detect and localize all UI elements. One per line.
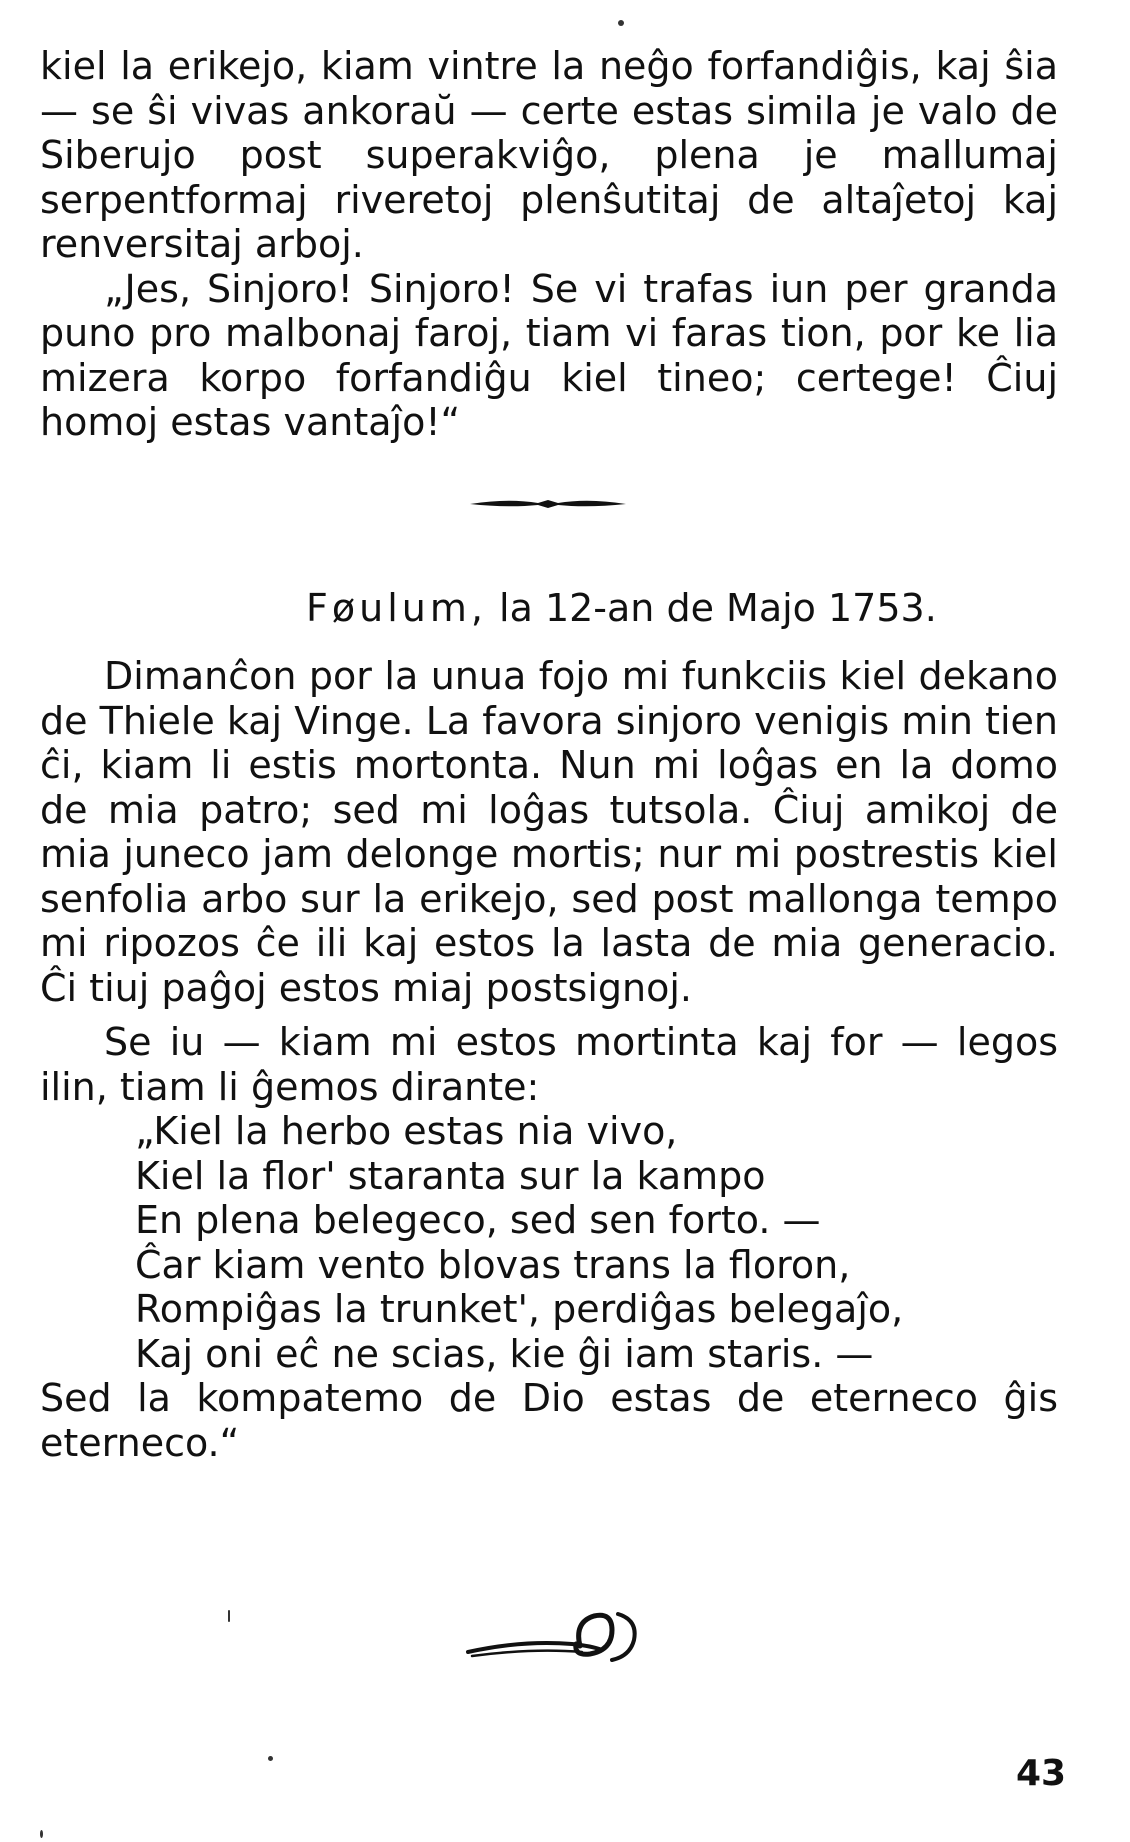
dateline-date: la 12-an de Majo 1753. <box>499 586 937 630</box>
end-flourish-ornament <box>462 1600 662 1670</box>
poem-line: „Kiel la herbo estas nia vivo, <box>135 1109 678 1153</box>
poem-line: Kiel la flor' staranta sur la kampo <box>135 1153 766 1198</box>
scan-speck <box>228 1610 230 1622</box>
line: kaj ŝia — se ŝi vivas ankoraŭ — certe estas <box>40 44 1058 133</box>
line: Sed la kompatemo de Dio estas de eterneco ĝis <box>40 1376 1058 1420</box>
line: Se iu — kiam mi estos mortinta kaj for — legos <box>104 1020 1058 1064</box>
paragraph-1 <box>40 44 1058 267</box>
line: ilin, tiam li ĝemos dirante: <box>40 1064 540 1109</box>
text-upper <box>40 44 1058 445</box>
poem-line: Ĉar kiam vento blovas trans la floron, <box>135 1242 851 1287</box>
scan-speck <box>40 1830 43 1838</box>
poem-line: Rompiĝas la trunket', perdiĝas belegaĵo, <box>135 1287 904 1331</box>
dateline-place: Føulum, <box>306 586 487 630</box>
page-number: 43 <box>1016 1753 1067 1794</box>
line: dekano de Thiele kaj Vinge. La favora sinjoro <box>40 654 1058 743</box>
poem <box>135 1109 1058 1376</box>
line: „Jes, Sinjoro! Sinjoro! Se vi trafas iun per <box>104 266 908 311</box>
line: altaĵetoj kaj renversitaj arboj. <box>40 177 1058 266</box>
line: la erikejo, sed post mallonga tempo mi ripozos ĉe <box>40 876 1059 965</box>
poem-line: En plena belegeco, sed sen forto. — <box>135 1198 821 1242</box>
divider-ornament <box>468 494 628 514</box>
line: mi loĝas en la domo de mia patro; sed mi loĝas <box>40 743 1058 832</box>
line: certege! Ĉiuj homoj estas vantaĵo!“ <box>40 355 1058 444</box>
line: je mallumaj serpentformaj riveretoj plenŝutitaj de <box>40 133 1058 222</box>
line: tutsola. Ĉiuj amikoj de mia juneco jam delonge <box>40 787 1058 876</box>
text-lower <box>40 654 1058 1465</box>
line: paĝoj estos miaj postsignoj. <box>161 965 693 1010</box>
line: ili kaj estos la lasta de mia generacio. Ĉi tiuj <box>40 921 1058 1010</box>
scan-speck <box>268 1756 273 1761</box>
paragraph-3 <box>40 654 1058 1010</box>
line: Dimanĉon por la unua fojo mi funkciis kiel <box>104 654 907 698</box>
line: eterneco.“ <box>40 1420 240 1465</box>
line: simila je valo de Siberujo post superakviĝo, plena <box>40 88 1058 177</box>
scan-speck <box>618 20 624 26</box>
line: venigis min tien ĉi, kiam li estis mortonta. Nun <box>40 698 1058 787</box>
paragraph-2 <box>40 267 1058 445</box>
paragraph-4 <box>40 1020 1058 1109</box>
poem-line: Kaj oni eĉ ne scias, kie ĝi iam staris. — <box>135 1331 874 1376</box>
dateline <box>306 586 937 631</box>
line: kiel la erikejo, kiam vintre la neĝo forfandiĝis, <box>40 44 922 88</box>
line: granda puno pro malbonaj faroj, tiam vi faras <box>40 266 1058 355</box>
line: tion, por ke lia mizera korpo forfandiĝu kiel tineo; <box>40 311 1059 400</box>
line: mortis; nur mi postrestis kiel senfolia arbo sur <box>40 832 1058 921</box>
paragraph-5 <box>40 1376 1058 1465</box>
